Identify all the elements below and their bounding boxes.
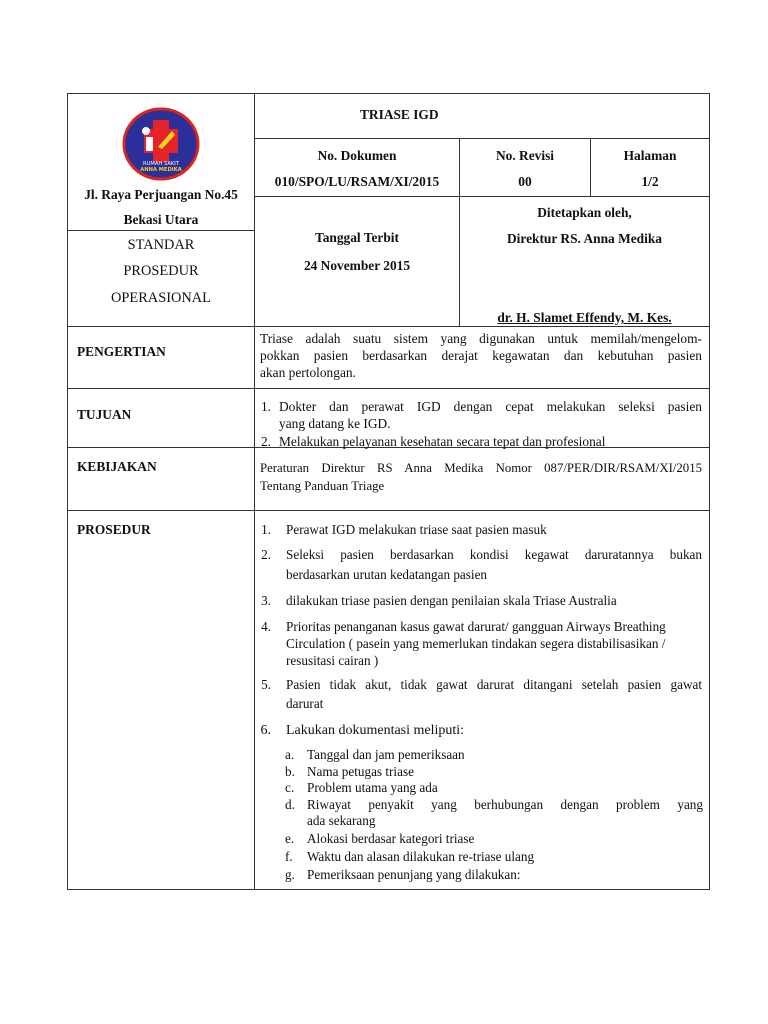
no-revisi-label: No. Revisi [495,148,555,163]
ditetapkan-label: Ditetapkan oleh, [537,205,632,220]
tujuan-item-2-line-1: Melakukan pelayanan kesehatan secara tepat dan profesional [279,434,606,449]
tujuan-item-1-line-1: Dokter dan perawat IGD dengan cepat melakukan seleksi pasien [279,399,702,414]
no-dokumen-label: No. Dokumen [317,148,397,163]
prosedur-item-4-line-2: Circulation ( pasein yang memerlukan tindakan segera distabilisasikan / [286,636,666,651]
halaman-value: 1/2 [641,174,659,189]
prosedur-num-1: 1. [261,522,271,537]
table-border-right [709,93,710,890]
no-revisi-value: 00 [518,174,532,189]
document-title: TRIASE IGD [360,107,439,122]
no-dokumen-value: 010/SPO/LU/RSAM/XI/2015 [274,174,440,189]
prosedur-num-2: 2. [261,547,271,562]
kebijakan-label: KEBIJAKAN [77,459,157,474]
pengertian-line-1: Triase adalah suatu sistem yang digunakan untuk memilah/mengelom- [260,331,702,346]
tanggal-terbit-value: 24 November 2015 [303,258,411,273]
prosedur-sub-f: Waktu dan alasan dilakukan re-triase ulang [307,849,535,864]
prosedur-sub-num-c: c. [285,780,295,795]
ditetapkan-jabatan: Direktur RS. Anna Medika [506,231,662,246]
prosedur-sub-e: Alokasi berdasar kategori triase [307,831,475,846]
prosedur-item-2-line-2: berdasarkan urutan kedatangan pasien [286,567,488,582]
prosedur-item-4-line-1: Prioritas penanganan kasus gawat darurat/ gangguan Airways Breathing [286,619,666,634]
prosedur-sub-num-d: d. [285,797,295,812]
sop-document [67,93,710,890]
halaman-label: Halaman [623,148,677,163]
row-divider [254,196,710,197]
row-divider [67,230,255,231]
prosedur-num-6: 6. [260,723,271,738]
row-divider [67,510,710,511]
prosedur-sub-num-a: a. [285,747,295,762]
prosedur-sub-a: Tanggal dan jam pemeriksaan [307,747,465,762]
prosedur-sub-num-b: b. [285,764,295,779]
prosedur-item-6: Lakukan dokumentasi meliputi: [286,723,465,738]
prosedur-sub-d-line-1: Riwayat penyakit yang berhubungan dengan problem yang [307,797,703,812]
pengertian-line-2: pokkan pasien berdasarkan derajat kegawatan dan kebutuhan pasien [260,348,702,363]
tujuan-num-1: 1. [260,399,271,414]
ditetapkan-nama: dr. H. Slamet Effendy, M. Kes. [497,310,672,325]
prosedur-sub-b: Nama petugas triase [307,764,414,779]
prosedur-sub-num-e: e. [285,831,295,846]
address-line-1: Jl. Raya Perjuangan No.45 [84,187,238,202]
prosedur-num-5: 5. [261,677,271,692]
logo-text-1: RUMAH SAKIT [142,161,180,167]
prosedur-sub-c: Problem utama yang ada [307,780,438,795]
sop-line-3: OPERASIONAL [111,290,211,306]
kebijakan-line-1: Peraturan Direktur RS Anna Medika Nomor 087/PER/DIR/RSAM/XI/2015 [260,461,702,475]
address-line-2: Bekasi Utara [123,212,199,227]
prosedur-sub-g: Pemeriksaan penunjang yang dilakukan: [307,867,521,882]
row-divider [67,326,710,327]
tanggal-terbit-label: Tanggal Terbit [315,230,399,245]
prosedur-sub-num-g: g. [285,867,295,882]
row-divider [254,138,710,139]
table-border-top [67,93,710,94]
prosedur-num-3: 3. [261,593,271,608]
prosedur-sub-num-f: f. [285,849,293,864]
prosedur-item-5-line-2: darurat [286,696,324,711]
pengertian-label: PENGERTIAN [77,344,166,359]
prosedur-item-3: dilakukan triase pasien dengan penilaian skala Triase Australia [286,593,617,608]
tujuan-item-1-line-2: yang datang ke IGD. [279,416,391,431]
hospital-logo-icon [122,107,200,181]
prosedur-sub-d-line-2: ada sekarang [307,813,376,828]
sop-line-2: PROSEDUR [123,263,199,279]
prosedur-item-5-line-1: Pasien tidak akut, tidak gawat darurat ditangani setelah pasien gawat [286,677,702,692]
row-divider [67,388,710,389]
pengertian-line-3: akan pertolongan. [260,365,356,380]
prosedur-item-2-line-1: Seleksi pasien berdasarkan kondisi kegawat daruratannya bukan [286,547,702,562]
prosedur-label: PROSEDUR [77,522,151,537]
tujuan-num-2: 2. [260,434,271,449]
prosedur-item-4-line-3: resusitasi cairan ) [286,653,379,668]
prosedur-num-4: 4. [261,619,271,634]
hospital-logo [122,107,200,181]
table-border-bottom [67,889,710,890]
kebijakan-line-2: Tentang Panduan Triage [260,479,385,493]
sop-line-1: STANDAR [127,237,195,253]
tujuan-label: TUJUAN [77,407,132,422]
logo-text-2: ANNA MEDIKA [140,167,182,173]
prosedur-item-1: Perawat IGD melakukan triase saat pasien masuk [286,522,547,537]
